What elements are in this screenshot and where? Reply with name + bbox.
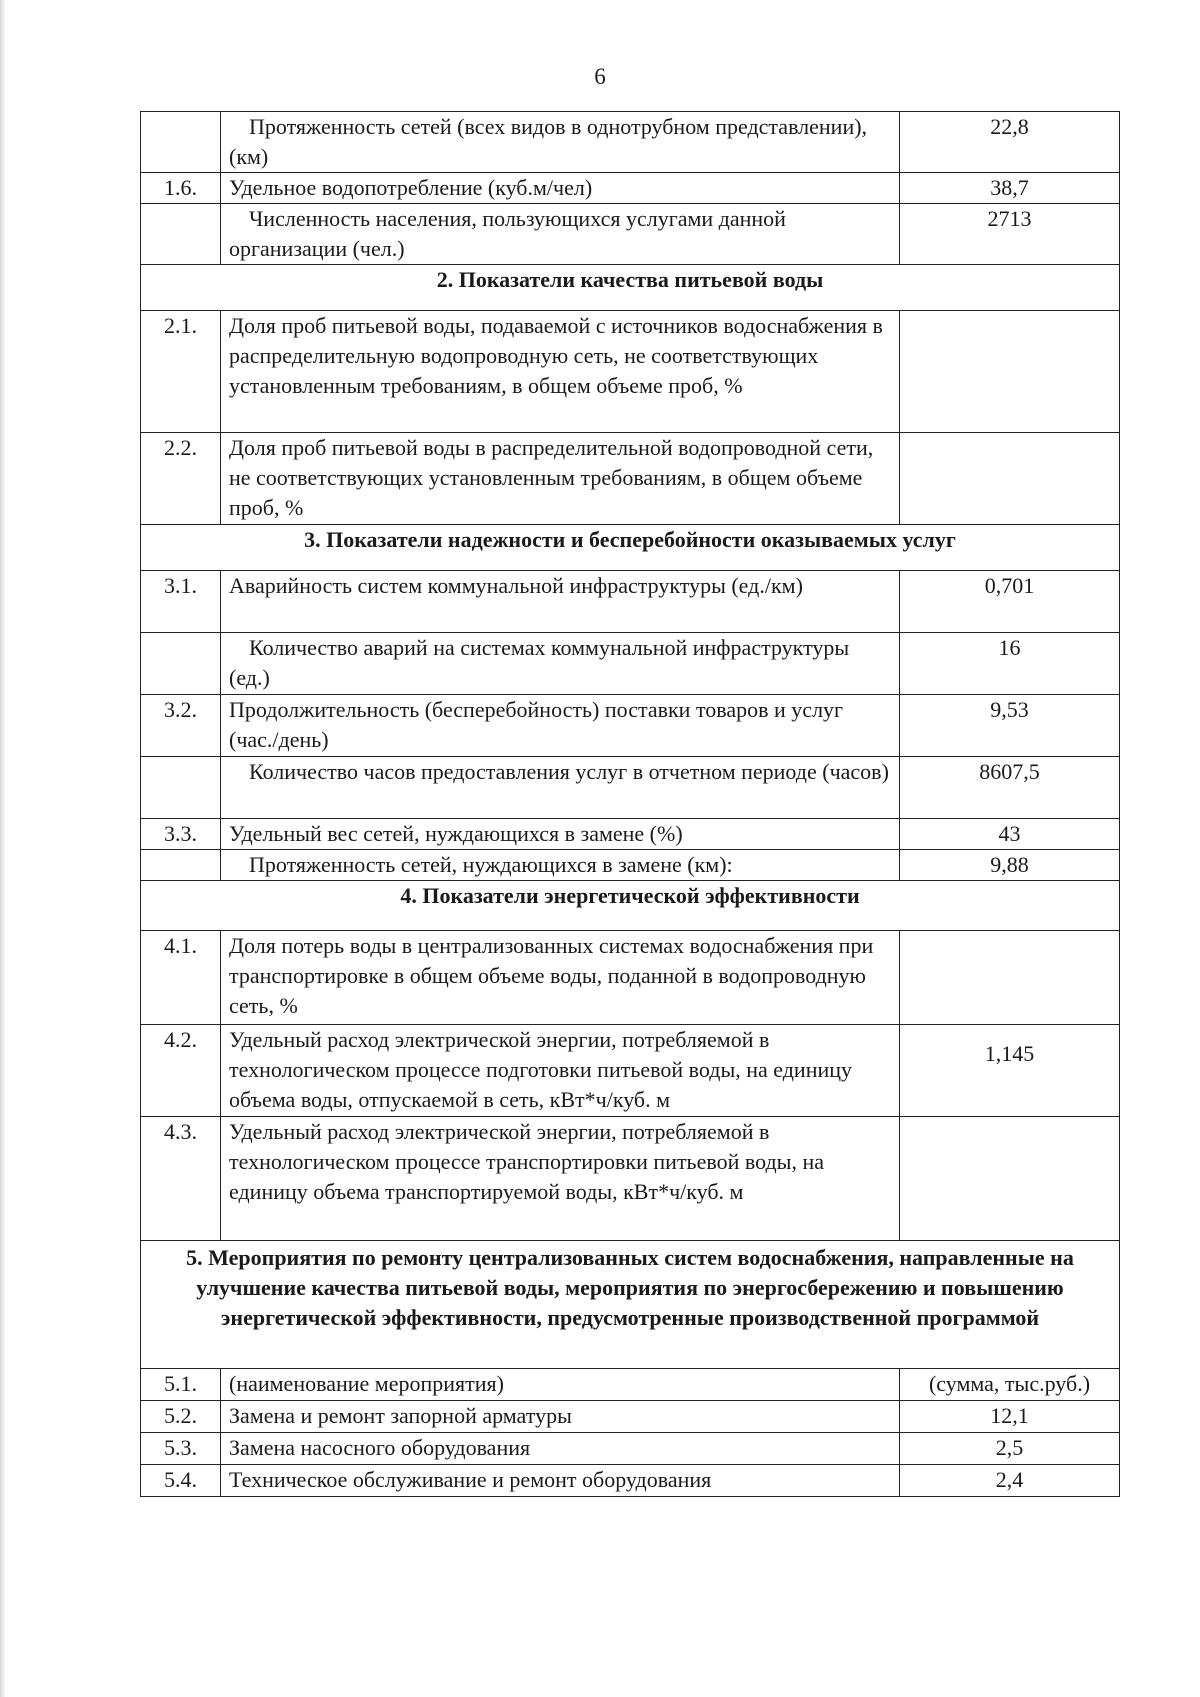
- table-row: [141, 633, 1120, 695]
- row-value: [900, 433, 1120, 525]
- row-number: 3.1.: [141, 571, 221, 633]
- row-value: [900, 931, 1120, 1025]
- table-row: [141, 433, 1120, 525]
- indicators-table: [140, 111, 1120, 1497]
- row-value: 22,8: [900, 112, 1120, 173]
- section-header-row: [141, 265, 1120, 311]
- row-number: 5.4.: [141, 1465, 221, 1497]
- row-value: 2713: [900, 204, 1120, 265]
- row-text: Протяженность сетей, нуждающихся в замене (км):: [221, 850, 900, 881]
- row-text: Техническое обслуживание и ремонт оборудования: [221, 1465, 900, 1497]
- table-row: [141, 1433, 1120, 1465]
- row-number: 5.1.: [141, 1369, 221, 1401]
- page-number: 6: [594, 64, 606, 89]
- section-title: 3. Показатели надежности и бесперебойности оказываемых услуг: [141, 525, 1120, 571]
- row-value: 12,1: [900, 1401, 1120, 1433]
- table-row: [141, 1025, 1120, 1117]
- table-row: [141, 819, 1120, 850]
- table-row: [141, 311, 1120, 433]
- page-edge-shadow: [0, 0, 6, 1697]
- row-text: Замена и ремонт запорной арматуры: [221, 1401, 900, 1433]
- row-value: [900, 1117, 1120, 1241]
- row-text: Продолжительность (бесперебойность) поставки товаров и услуг (час./день): [221, 695, 900, 757]
- row-number: 2.1.: [141, 311, 221, 433]
- row-value: 0,701: [900, 571, 1120, 633]
- table-row: [141, 571, 1120, 633]
- row-number: 4.1.: [141, 931, 221, 1025]
- row-text: Аварийность систем коммунальной инфраструктуры (ед./км): [221, 571, 900, 633]
- row-text: (наименование мероприятия): [221, 1369, 900, 1401]
- section-title: 4. Показатели энергетической эффективности: [141, 881, 1120, 931]
- row-value: (сумма, тыс.руб.): [900, 1369, 1120, 1401]
- row-value: 1,145: [900, 1025, 1120, 1117]
- section-header-row: [141, 525, 1120, 571]
- row-text: Протяженность сетей (всех видов в однотрубном представлении), (км): [221, 112, 900, 173]
- row-value: 2,4: [900, 1465, 1120, 1497]
- row-value: 9,88: [900, 850, 1120, 881]
- row-text: Количество аварий на системах коммунальной инфраструктуры (ед.): [221, 633, 900, 695]
- row-text: Удельный расход электрической энергии, потребляемой в технологическом процессе транспортировки питьевой воды, на единицу объема транспортируемой воды, кВт*ч/куб. м: [221, 1117, 900, 1241]
- row-text: Удельный вес сетей, нуждающихся в замене (%): [221, 819, 900, 850]
- table-row: [141, 757, 1120, 819]
- row-number: 2.2.: [141, 433, 221, 525]
- row-number: [141, 757, 221, 819]
- row-number: 3.3.: [141, 819, 221, 850]
- table-row: [141, 112, 1120, 173]
- row-value: [900, 311, 1120, 433]
- row-text: Доля проб питьевой воды в распределительной водопроводной сети, не соответствующих установленным требованиям, в общем объеме проб, %: [221, 433, 900, 525]
- row-number: 1.6.: [141, 173, 221, 204]
- row-value: 2,5: [900, 1433, 1120, 1465]
- row-number: [141, 112, 221, 173]
- row-number: 3.2.: [141, 695, 221, 757]
- table-row: [141, 1369, 1120, 1401]
- row-value: 9,53: [900, 695, 1120, 757]
- table-row: [141, 695, 1120, 757]
- row-number: 4.2.: [141, 1025, 221, 1117]
- row-text: Количество часов предоставления услуг в отчетном периоде (часов): [221, 757, 900, 819]
- row-value: 38,7: [900, 173, 1120, 204]
- table-row: [141, 173, 1120, 204]
- section-header-row: [141, 1241, 1120, 1369]
- table-row: [141, 1117, 1120, 1241]
- row-text: Численность населения, пользующихся услугами данной организации (чел.): [221, 204, 900, 265]
- section-title: 5. Мероприятия по ремонту централизованных систем водоснабжения, направленные на улучшение качества питьевой воды, мероприятия по энергосбережению и повышению энергетической эффективности, предусмотренные производственной программой: [141, 1241, 1120, 1369]
- section-header-row: [141, 881, 1120, 931]
- table-row: [141, 931, 1120, 1025]
- row-value: 8607,5: [900, 757, 1120, 819]
- table-row: [141, 1465, 1120, 1497]
- row-number: [141, 850, 221, 881]
- row-value: 16: [900, 633, 1120, 695]
- row-text: Замена насосного оборудования: [221, 1433, 900, 1465]
- row-text: Удельный расход электрической энергии, потребляемой в технологическом процессе подготовки питьевой воды, на единицу объема воды, отпускаемой в сеть, кВт*ч/куб. м: [221, 1025, 900, 1117]
- row-text: Доля потерь воды в централизованных системах водоснабжения при транспортировке в общем объеме воды, поданной в водопроводную сеть, %: [221, 931, 900, 1025]
- row-number: [141, 633, 221, 695]
- row-number: 5.3.: [141, 1433, 221, 1465]
- row-number: 5.2.: [141, 1401, 221, 1433]
- row-number: [141, 204, 221, 265]
- row-text: Удельное водопотребление (куб.м/чел): [221, 173, 900, 204]
- row-value: 43: [900, 819, 1120, 850]
- table-row: [141, 850, 1120, 881]
- section-title: 2. Показатели качества питьевой воды: [141, 265, 1120, 311]
- row-text: Доля проб питьевой воды, подаваемой с источников водоснабжения в распределительную водопроводную сеть, не соответствующих установленным требованиям, в общем объеме проб, %: [221, 311, 900, 433]
- table-row: [141, 1401, 1120, 1433]
- row-number: 4.3.: [141, 1117, 221, 1241]
- table-row: [141, 204, 1120, 265]
